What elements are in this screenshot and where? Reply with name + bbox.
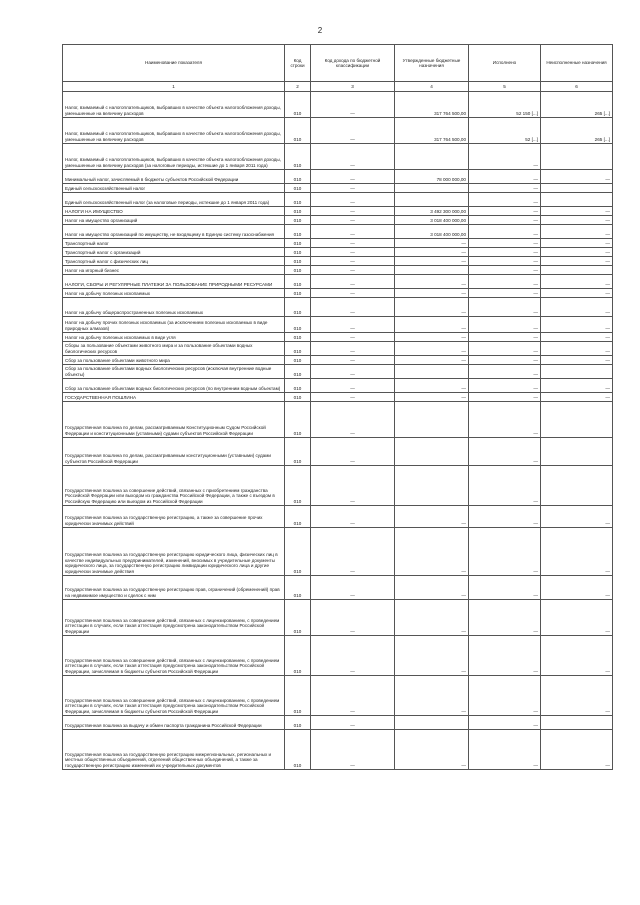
indicator-name-cell: Государственная пошлина за совершение действий, связанных с приобретением гражданства Российской Федерации или выходом из гражданства Российской Федерации, а также с въездом в Российскую Федерацию или выездом из Российской Федерации (63, 466, 285, 506)
line-code-cell: 010 (285, 342, 311, 356)
budget-class-code-cell: — (311, 275, 395, 289)
unexecuted-amount-cell: — (541, 207, 613, 216)
unexecuted-amount-cell: — (541, 676, 613, 716)
column-number: 5 (469, 82, 541, 92)
table-row (63, 317, 613, 333)
line-code-cell: 010 (285, 144, 311, 170)
indicator-name-cell: Налог, взимаемый с налогоплательщиков, выбравших в качестве объекта налогообложения доходы, уменьшенные на величину расходов (63, 118, 285, 144)
table-row (63, 636, 613, 676)
indicator-name-cell: Минимальный налог, зачисляемый в бюджеты субъектов Российской Федерации (63, 170, 285, 184)
column-number: 4 (395, 82, 469, 92)
approved-amount-cell: — (395, 676, 469, 716)
table-row (63, 379, 613, 393)
budget-class-code-cell: — (311, 342, 395, 356)
line-code-cell: 010 (285, 118, 311, 144)
budget-execution-table (62, 44, 613, 770)
table-row (63, 248, 613, 257)
header-executed: Исполнено (469, 45, 541, 82)
line-code-cell: 010 (285, 402, 311, 438)
indicator-name-cell: Единый сельскохозяйственный налог (63, 184, 285, 193)
table-row (63, 438, 613, 466)
indicator-name-cell: Государственная пошлина за выдачу и обмен паспорта гражданина Российской Федерации (63, 716, 285, 730)
line-code-cell: 010 (285, 207, 311, 216)
indicator-name-cell: Государственная пошлина за государственную регистрацию юридического лица, физических лиц в качестве индивидуальных предпринимателей, изменений, вносимых в учредительные документы юридического лица, за государственную регистрацию ликвидации юридического лица и другие юридически значимые действия (63, 528, 285, 576)
table-row (63, 225, 613, 239)
header-indicator-name: Наименование показателя (63, 45, 285, 82)
budget-class-code-cell: — (311, 438, 395, 466)
unexecuted-amount-cell: 265 [...] (541, 118, 613, 144)
line-code-cell: 010 (285, 193, 311, 207)
indicator-name-cell: Государственная пошлина за совершение действий, связанных с лицензированием, с проведением аттестации в случаях, если такая аттестация предусмотрена законодательством Российской Федерации (63, 600, 285, 636)
line-code-cell: 010 (285, 239, 311, 248)
executed-amount-cell: — (469, 216, 541, 225)
indicator-name-cell: Налог, взимаемый с налогоплательщиков, выбравших в качестве объекта налогообложения доходы, уменьшенные на величину расходов (за налоговые периоды, истекшие до 1 января 2011 года) (63, 144, 285, 170)
line-code-cell: 010 (285, 600, 311, 636)
indicator-name-cell: ГОСУДАРСТВЕННАЯ ПОШЛИНА (63, 393, 285, 402)
unexecuted-amount-cell (541, 184, 613, 193)
table-row (63, 170, 613, 184)
unexecuted-amount-cell: — (541, 317, 613, 333)
budget-class-code-cell: — (311, 636, 395, 676)
budget-class-code-cell: — (311, 506, 395, 528)
executed-amount-cell: — (469, 600, 541, 636)
executed-amount-cell: — (469, 289, 541, 298)
approved-amount-cell (395, 466, 469, 506)
approved-amount-cell: — (395, 636, 469, 676)
executed-amount-cell: — (469, 239, 541, 248)
indicator-name-cell: Транспортный налог с организаций (63, 248, 285, 257)
unexecuted-amount-cell: — (541, 289, 613, 298)
budget-class-code-cell: — (311, 92, 395, 118)
approved-amount-cell: — (395, 257, 469, 266)
table-row (63, 266, 613, 275)
approved-amount-cell (395, 266, 469, 275)
budget-class-code-cell: — (311, 528, 395, 576)
indicator-name-cell: Государственная пошлина по делам, рассматриваемым Конституционным Судом Российской Федерации и конституционными (уставными) судами субъектов Российской Федерации (63, 402, 285, 438)
unexecuted-amount-cell: — (541, 576, 613, 600)
line-code-cell: 010 (285, 716, 311, 730)
unexecuted-amount-cell: — (541, 342, 613, 356)
header-unexecuted: Неисполненные назначения (541, 45, 613, 82)
unexecuted-amount-cell: — (541, 257, 613, 266)
executed-amount-cell: — (469, 170, 541, 184)
executed-amount-cell: — (469, 317, 541, 333)
table-row (63, 216, 613, 225)
table-row (63, 239, 613, 248)
column-number: 1 (63, 82, 285, 92)
line-code-cell: 010 (285, 438, 311, 466)
indicator-name-cell: Налог на добычу полезных ископаемых в виде угля (63, 333, 285, 342)
line-code-cell: 010 (285, 170, 311, 184)
approved-amount-cell: — (395, 275, 469, 289)
executed-amount-cell: — (469, 207, 541, 216)
budget-class-code-cell: — (311, 379, 395, 393)
budget-class-code-cell: — (311, 193, 395, 207)
approved-amount-cell: — (395, 528, 469, 576)
budget-class-code-cell: — (311, 393, 395, 402)
approved-amount-cell: — (395, 379, 469, 393)
line-code-cell: 010 (285, 636, 311, 676)
unexecuted-amount-cell: — (541, 528, 613, 576)
budget-class-code-cell: — (311, 225, 395, 239)
header-budget-class-code: Код дохода по бюджетной классификации (311, 45, 395, 82)
executed-amount-cell: — (469, 298, 541, 317)
table-row (63, 92, 613, 118)
indicator-name-cell: НАЛОГИ НА ИМУЩЕСТВО (63, 207, 285, 216)
indicator-name-cell: Налог на имущество организаций по имуществу, не входящему в Единую систему газоснабжения (63, 225, 285, 239)
budget-class-code-cell: — (311, 333, 395, 342)
column-number: 6 (541, 82, 613, 92)
indicator-name-cell: Сборы за пользование объектами животного мира и за пользование объектами водных биологических ресурсов (63, 342, 285, 356)
indicator-name-cell: Государственная пошлина за государственную регистрацию прав, ограничений (обременений) прав на недвижимое имущество и сделок с ним (63, 576, 285, 600)
executed-amount-cell: — (469, 333, 541, 342)
table-row (63, 144, 613, 170)
table-row (63, 716, 613, 730)
executed-amount-cell: — (469, 506, 541, 528)
line-code-cell: 010 (285, 393, 311, 402)
budget-class-code-cell: — (311, 317, 395, 333)
line-code-cell: 010 (285, 333, 311, 342)
unexecuted-amount-cell (541, 144, 613, 170)
indicator-name-cell: Сбор за пользование объектами водных биологических ресурсов (по внутренним водным объектам) (63, 379, 285, 393)
table-row (63, 257, 613, 266)
budget-class-code-cell: — (311, 289, 395, 298)
approved-amount-cell: — (395, 289, 469, 298)
budget-class-code-cell: — (311, 266, 395, 275)
executed-amount-cell: — (469, 342, 541, 356)
line-code-cell: 010 (285, 576, 311, 600)
table-row (63, 393, 613, 402)
approved-amount-cell: 3 492 300 000,00 (395, 207, 469, 216)
budget-class-code-cell: — (311, 239, 395, 248)
table-row (63, 356, 613, 365)
unexecuted-amount-cell: — (541, 356, 613, 365)
executed-amount-cell: 52 150 [...] (469, 92, 541, 118)
budget-class-code-cell: — (311, 365, 395, 379)
table-row (63, 528, 613, 576)
budget-class-code-cell: — (311, 118, 395, 144)
unexecuted-amount-cell: — (541, 600, 613, 636)
budget-class-code-cell: — (311, 730, 395, 770)
line-code-cell: 010 (285, 317, 311, 333)
line-code-cell: 010 (285, 184, 311, 193)
table-row (63, 402, 613, 438)
budget-class-code-cell: — (311, 298, 395, 317)
table-row (63, 676, 613, 716)
page-number: 2 (317, 26, 323, 35)
unexecuted-amount-cell: — (541, 275, 613, 289)
line-code-cell: 010 (285, 730, 311, 770)
executed-amount-cell: — (469, 466, 541, 506)
approved-amount-cell (395, 365, 469, 379)
indicator-name-cell: Государственная пошлина за совершение действий, связанных с лицензированием, с проведением аттестации в случаях, если такая аттестация предусмотрена законодательством Российской Федерации, зачисляемая в бюджеты субъектов Российской Федерации (63, 676, 285, 716)
approved-amount-cell: — (395, 239, 469, 248)
table-body (63, 92, 613, 770)
approved-amount-cell: — (395, 730, 469, 770)
table-row (63, 506, 613, 528)
executed-amount-cell: — (469, 144, 541, 170)
approved-amount-cell: — (395, 393, 469, 402)
line-code-cell: 010 (285, 275, 311, 289)
executed-amount-cell: — (469, 528, 541, 576)
line-code-cell: 010 (285, 298, 311, 317)
budget-class-code-cell: — (311, 576, 395, 600)
line-code-cell: 010 (285, 506, 311, 528)
budget-class-code-cell: — (311, 144, 395, 170)
table-row (63, 466, 613, 506)
executed-amount-cell: — (469, 257, 541, 266)
line-code-cell: 010 (285, 379, 311, 393)
indicator-name-cell: Транспортный налог с физических лиц (63, 257, 285, 266)
executed-amount-cell: — (469, 438, 541, 466)
approved-amount-cell: — (395, 333, 469, 342)
executed-amount-cell: — (469, 193, 541, 207)
budget-class-code-cell: — (311, 466, 395, 506)
table-row (63, 193, 613, 207)
column-numbers-row (63, 82, 613, 92)
executed-amount-cell: — (469, 248, 541, 257)
indicator-name-cell: Налог на добычу общераспространенных полезных ископаемых (63, 298, 285, 317)
line-code-cell: 010 (285, 676, 311, 716)
budget-class-code-cell: — (311, 170, 395, 184)
budget-class-code-cell: — (311, 716, 395, 730)
table-row (63, 184, 613, 193)
unexecuted-amount-cell: — (541, 393, 613, 402)
table-row (63, 289, 613, 298)
approved-amount-cell: — (395, 576, 469, 600)
table-row (63, 600, 613, 636)
unexecuted-amount-cell: — (541, 239, 613, 248)
unexecuted-amount-cell: — (541, 730, 613, 770)
executed-amount-cell: — (469, 266, 541, 275)
executed-amount-cell: — (469, 402, 541, 438)
executed-amount-cell: — (469, 225, 541, 239)
executed-amount-cell: — (469, 576, 541, 600)
approved-amount-cell: 317 764 500,00 (395, 118, 469, 144)
indicator-name-cell: Налог на добычу полезных ископаемых (63, 289, 285, 298)
unexecuted-amount-cell: — (541, 636, 613, 676)
unexecuted-amount-cell (541, 266, 613, 275)
indicator-name-cell: Транспортный налог (63, 239, 285, 248)
budget-class-code-cell: — (311, 207, 395, 216)
unexecuted-amount-cell: — (541, 225, 613, 239)
approved-amount-cell: 317 764 500,00 (395, 92, 469, 118)
approved-amount-cell: — (395, 356, 469, 365)
approved-amount-cell (395, 193, 469, 207)
unexecuted-amount-cell (541, 365, 613, 379)
indicator-name-cell: Сбор за пользование объектами животного мира (63, 356, 285, 365)
executed-amount-cell: — (469, 356, 541, 365)
budget-class-code-cell: — (311, 676, 395, 716)
line-code-cell: 010 (285, 466, 311, 506)
approved-amount-cell: — (395, 506, 469, 528)
unexecuted-amount-cell: — (541, 506, 613, 528)
executed-amount-cell: 52 [...] (469, 118, 541, 144)
table-row (63, 576, 613, 600)
line-code-cell: 010 (285, 356, 311, 365)
executed-amount-cell: — (469, 184, 541, 193)
unexecuted-amount-cell: — (541, 333, 613, 342)
line-code-cell: 010 (285, 225, 311, 239)
approved-amount-cell: — (395, 298, 469, 317)
approved-amount-cell: — (395, 342, 469, 356)
approved-amount-cell: — (395, 600, 469, 636)
table-row (63, 730, 613, 770)
executed-amount-cell: — (469, 636, 541, 676)
budget-class-code-cell: — (311, 257, 395, 266)
budget-class-code-cell: — (311, 356, 395, 365)
indicator-name-cell: Налог на имущество организаций (63, 216, 285, 225)
indicator-name-cell: Государственная пошлина за государственную регистрацию межрегиональных, региональных и местных общественных объединений, отделений общественных объединений, а также за государственную регистрацию изменений их учредительных документов (63, 730, 285, 770)
unexecuted-amount-cell: — (541, 216, 613, 225)
approved-amount-cell: 78 000 000,00 (395, 170, 469, 184)
executed-amount-cell: — (469, 275, 541, 289)
budget-class-code-cell: — (311, 402, 395, 438)
approved-amount-cell (395, 438, 469, 466)
indicator-name-cell: Государственная пошлина по делам, рассматриваемым конституционными (уставными) судами субъектов Российской Федерации (63, 438, 285, 466)
line-code-cell: 010 (285, 289, 311, 298)
unexecuted-amount-cell (541, 402, 613, 438)
indicator-name-cell: Государственная пошлина за совершение действий, связанных с лицензированием, с проведением аттестации в случаях, если такая аттестация предусмотрена законодательством Российской Федерации, зачисляемая в бюджеты субъектов Российской Федерации (63, 636, 285, 676)
unexecuted-amount-cell: — (541, 298, 613, 317)
column-number: 3 (311, 82, 395, 92)
budget-class-code-cell: — (311, 600, 395, 636)
approved-amount-cell: 3 018 400 000,00 (395, 225, 469, 239)
executed-amount-cell: — (469, 676, 541, 716)
table-header-row (63, 45, 613, 82)
executed-amount-cell: — (469, 365, 541, 379)
budget-class-code-cell: — (311, 248, 395, 257)
approved-amount-cell: — (395, 248, 469, 257)
table-row (63, 298, 613, 317)
unexecuted-amount-cell (541, 438, 613, 466)
line-code-cell: 010 (285, 216, 311, 225)
unexecuted-amount-cell: — (541, 379, 613, 393)
approved-amount-cell (395, 402, 469, 438)
line-code-cell: 010 (285, 528, 311, 576)
line-code-cell: 010 (285, 92, 311, 118)
table-row (63, 365, 613, 379)
executed-amount-cell: — (469, 393, 541, 402)
column-number: 2 (285, 82, 311, 92)
executed-amount-cell: — (469, 379, 541, 393)
header-approved: Утвержденные бюджетные назначения (395, 45, 469, 82)
indicator-name-cell: Налог на добычу прочих полезных ископаемых (за исключением полезных ископаемых в виде природных алмазов) (63, 317, 285, 333)
unexecuted-amount-cell: 265 [...] (541, 92, 613, 118)
unexecuted-amount-cell (541, 466, 613, 506)
indicator-name-cell: Единый сельскохозяйственный налог (за налоговые периоды, истекшие до 1 января 2011 года) (63, 193, 285, 207)
indicator-name-cell: Сбор за пользование объектами водных биологических ресурсов (исключая внутренние водные объекты) (63, 365, 285, 379)
table-row (63, 275, 613, 289)
unexecuted-amount-cell: — (541, 170, 613, 184)
line-code-cell: 010 (285, 266, 311, 275)
table-row (63, 207, 613, 216)
approved-amount-cell: — (395, 317, 469, 333)
executed-amount-cell: — (469, 730, 541, 770)
line-code-cell: 010 (285, 365, 311, 379)
indicator-name-cell: Государственная пошлина за государственную регистрацию, а также за совершение прочих юридически значимых действий (63, 506, 285, 528)
table-row (63, 333, 613, 342)
indicator-name-cell: НАЛОГИ, СБОРЫ И РЕГУЛЯРНЫЕ ПЛАТЕЖИ ЗА ПОЛЬЗОВАНИЕ ПРИРОДНЫМИ РЕСУРСАМИ (63, 275, 285, 289)
indicator-name-cell: Налог на игорный бизнес (63, 266, 285, 275)
approved-amount-cell (395, 144, 469, 170)
indicator-name-cell: Налог, взимаемый с налогоплательщиков, выбравших в качестве объекта налогообложения доходы, уменьшенные на величину расходов (63, 92, 285, 118)
unexecuted-amount-cell: — (541, 248, 613, 257)
unexecuted-amount-cell (541, 716, 613, 730)
table-row (63, 118, 613, 144)
budget-class-code-cell: — (311, 216, 395, 225)
approved-amount-cell (395, 184, 469, 193)
line-code-cell: 010 (285, 248, 311, 257)
unexecuted-amount-cell (541, 193, 613, 207)
executed-amount-cell: — (469, 716, 541, 730)
approved-amount-cell: 3 018 400 000,00 (395, 216, 469, 225)
line-code-cell: 010 (285, 257, 311, 266)
approved-amount-cell (395, 716, 469, 730)
table-row (63, 342, 613, 356)
budget-class-code-cell: — (311, 184, 395, 193)
header-line-code: Код строки (285, 45, 311, 82)
